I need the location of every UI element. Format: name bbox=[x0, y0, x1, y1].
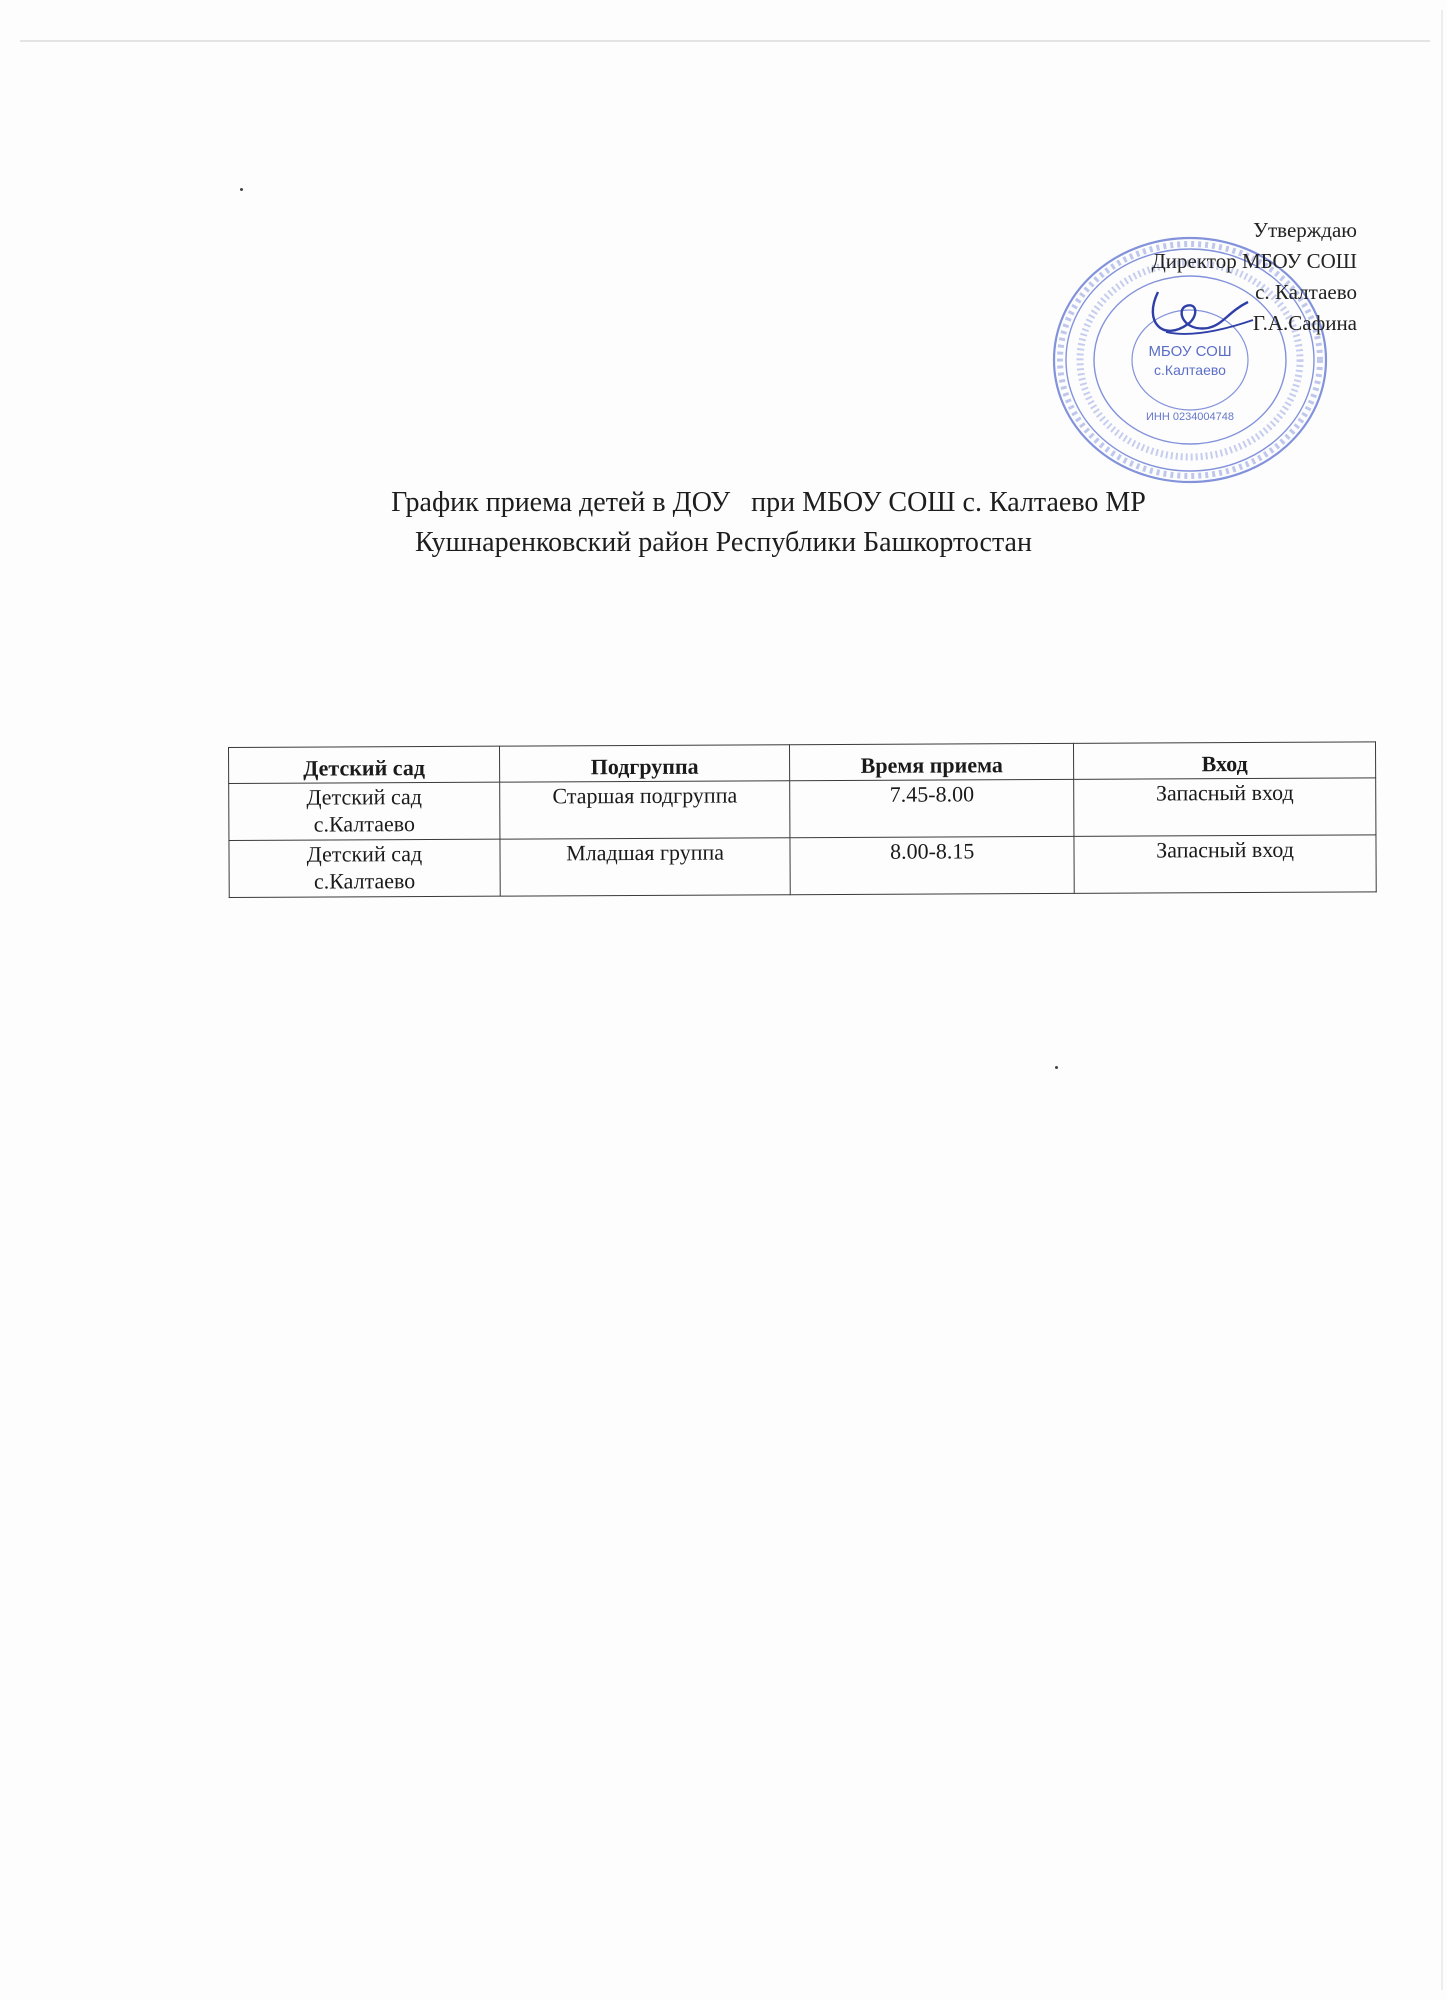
approval-word: Утверждаю bbox=[1253, 218, 1357, 242]
cell-kindergarten bbox=[229, 782, 500, 840]
stamp-center-text-1: МБОУ СОШ bbox=[1148, 343, 1232, 360]
kindergarten-line-2: с.Калтаево bbox=[313, 811, 416, 837]
title-line-2: Кушнаренковский район Республики Башкортостан bbox=[415, 527, 1032, 558]
cell-entrance: Запасный вход bbox=[1074, 835, 1376, 893]
table-row bbox=[229, 778, 1376, 841]
approval-director-name: Г.А.Сафина bbox=[1252, 311, 1357, 335]
kindergarten-line-1: Детский сад bbox=[306, 784, 422, 810]
cell-subgroup: Старшая подгруппа bbox=[500, 781, 791, 839]
approval-block bbox=[1151, 215, 1357, 339]
header-subgroup: Подгруппа bbox=[499, 745, 789, 782]
stamp-inn-text: ИНН 0234004748 bbox=[1145, 411, 1235, 423]
header-time: Время приема bbox=[790, 743, 1074, 780]
title-line-1: График приема детей в ДОУ при МБОУ СОШ с. Калтаево МР bbox=[391, 487, 1146, 518]
cell-kindergarten bbox=[229, 839, 500, 897]
table-row bbox=[229, 835, 1376, 898]
table-header-row bbox=[229, 742, 1376, 784]
cell-time: 7.45-8.00 bbox=[790, 779, 1074, 837]
scan-edge-right bbox=[1441, 10, 1443, 1990]
document-title bbox=[0, 483, 1447, 563]
scan-edge-top bbox=[20, 40, 1430, 42]
cell-time: 8.00-8.15 bbox=[790, 836, 1074, 894]
cell-subgroup: Младшая группа bbox=[500, 838, 791, 896]
scan-speck bbox=[240, 188, 243, 191]
header-entrance: Вход bbox=[1074, 742, 1376, 779]
kindergarten-line-1: Детский сад bbox=[306, 841, 423, 867]
approval-position: Директор МБОУ СОШ bbox=[1151, 249, 1357, 273]
kindergarten-line-2: с.Калтаево bbox=[313, 868, 416, 894]
approval-village: с. Калтаево bbox=[1255, 280, 1357, 304]
cell-entrance: Запасный вход bbox=[1074, 778, 1376, 836]
schedule-table bbox=[228, 741, 1377, 898]
header-kindergarten: Детский сад bbox=[229, 746, 500, 783]
stamp-center-text-2: с.Калтаево bbox=[1154, 362, 1226, 378]
scan-speck bbox=[1055, 1066, 1058, 1069]
